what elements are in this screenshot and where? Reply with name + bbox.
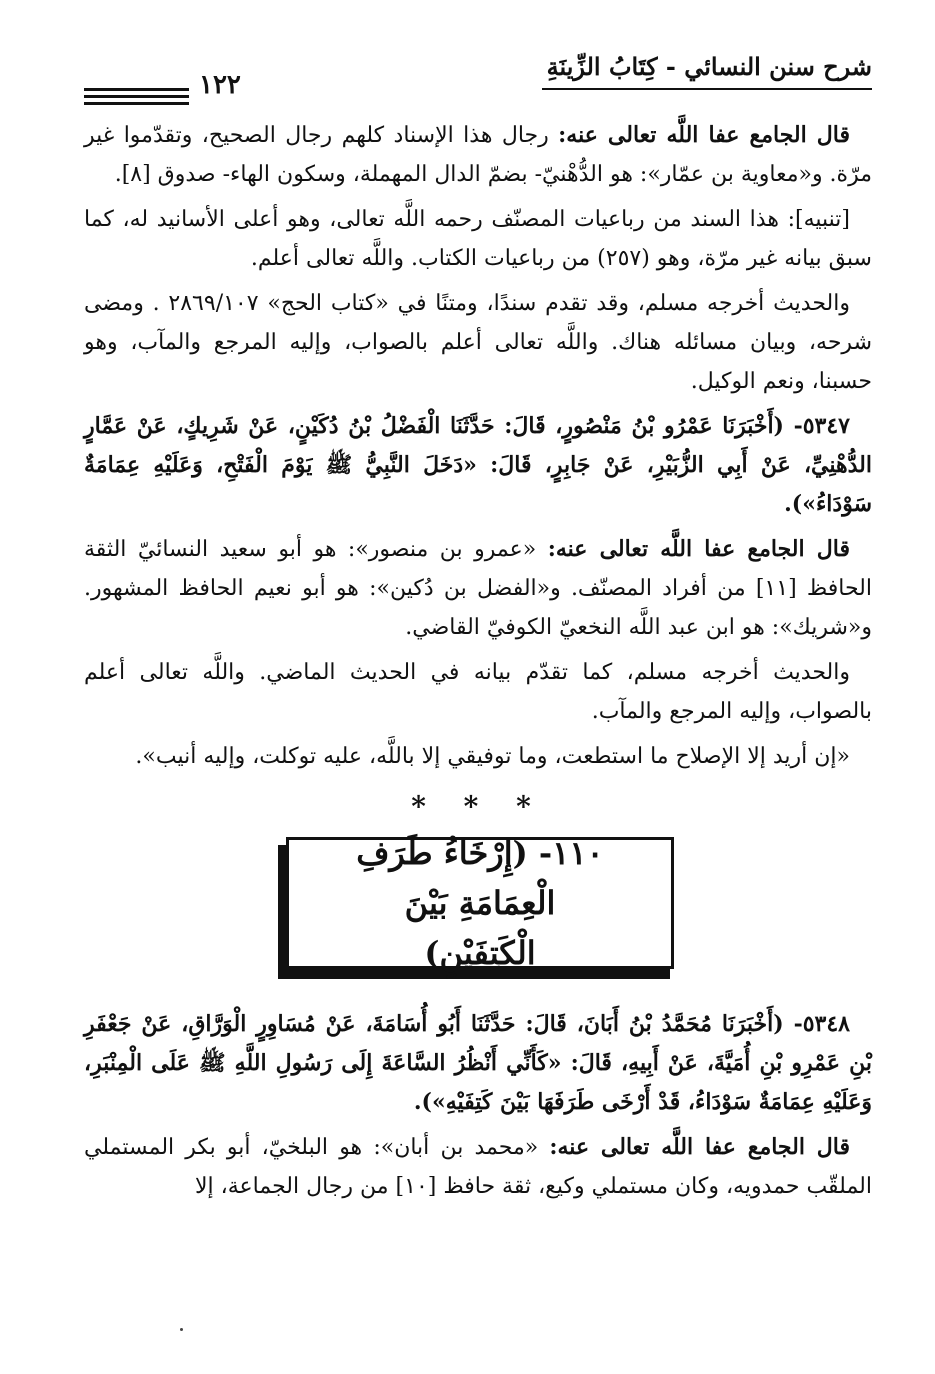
section-separator: * * * — [411, 790, 545, 823]
commentary-text: «محمد بن أبان»: هو البلخيّ، أبو بكر المستملي الملقّب حمدويه، وكان مستملي وكيع، ثقة حافظ [١٠] من رجال الجماعة، إلا — [84, 1135, 872, 1199]
scan-speck — [180, 1328, 183, 1331]
running-title: شرح سنن النسائي - كِتَابُ الزِّينَةِ — [546, 52, 872, 81]
commentary-lead: قال الجامع عفا اللَّه تعالى عنه: — [558, 122, 850, 148]
chapter-box — [286, 834, 674, 972]
commentary-text: «عمرو بن منصور»: هو أبو سعيد النسائيّ الثقة الحافظ [١١] من أفراد المصنّف. و«الفضل بن دُكين»: هو أبو نعيم الحافظ المشهور. و«شريك»: هو ابن عبد اللَّه النخعيّ الكوفيّ القاضي. — [84, 537, 872, 640]
chapter-title-line-1: ١١٠- (إِرْخَاءُ طَرَفِ الْعِمَامَةِ بَيْنَ — [356, 834, 604, 922]
hadith-5347: ٥٣٤٧- (أَخْبَرَنَا عَمْرُو بْنُ مَنْصُورٍ، قَالَ: حَدَّثَنَا الْفَضْلُ بْنُ دُكَيْنٍ، عَنْ شَرِيكٍ، عَنْ عَمَّارٍ الدُّهْنِيِّ، عَنْ أَبِي الزُّبَيْرِ، عَنْ جَابِرٍ، قَالَ: «دَخَلَ النَّبِيُّ ﷺ يَوْمَ الْفَتْحِ، وَعَلَيْهِ عِمَامَةٌ سَوْدَاءُ»). — [84, 413, 872, 517]
header-rule-bars — [84, 88, 189, 109]
page-body — [84, 116, 872, 1212]
page-header — [84, 44, 872, 104]
page-number: ١٢٢ — [199, 70, 241, 100]
takhrij-paragraph: والحديث أخرجه مسلم، وقد تقدم سندًا، ومتنًا في «كتاب الحج» ٢٨٦٩/١٠٧ . ومضى شرحه، وبيان مسائله هناك. واللَّه تعالى أعلم بالصواب، وإليه المرجع والمآب، وهو حسبنا، ونعم الوكيل. — [84, 291, 872, 394]
commentary-paragraph — [84, 530, 872, 647]
hadith-5348: ٥٣٤٨- (أَخْبَرَنَا مُحَمَّدُ بْنُ أَبَانَ، قَالَ: حَدَّثَنَا أَبُو أُسَامَةَ، عَنْ مُسَاوِرٍ الْوَرَّاقِ، عَنْ جَعْفَرِ بْنِ عَمْرِو بْنِ أُمَيَّةَ، عَنْ أَبِيهِ، قَالَ: «كَأَنِّي أَنْظُرُ السَّاعَةَ إِلَى رَسُولِ اللَّهِ ﷺ عَلَى الْمِنْبَرِ، وَعَلَيْهِ عِمَامَةٌ سَوْدَاءُ، قَدْ أَرْخَى طَرَفَهَا بَيْنَ كَتِفَيْهِ»). — [84, 1011, 872, 1115]
chapter-title-line-2: الْكَتِفَيْنِ) — [424, 934, 536, 972]
takhrij-paragraph: والحديث أخرجه مسلم، كما تقدّم بيانه في الحديث الماضي. واللَّه تعالى أعلم بالصواب، وإليه المرجع والمآب. — [84, 660, 872, 724]
commentary-text: رجال هذا الإسناد كلهم رجال الصحيح، وتقدّموا غير مرّة. و«معاوية بن عمّار»: هو الدُّهْنيّ- بضمّ الدال المهملة، وسكون الهاء- صدوق [٨]. — [84, 123, 872, 187]
commentary-paragraph — [84, 116, 872, 194]
commentary-lead: قال الجامع عفا اللَّه تعالى عنه: — [549, 1134, 850, 1160]
closing-quote: «إن أريد إلا الإصلاح ما استطعت، وما توفيقي إلا باللَّه، عليه توكلت، وإليه أنيب». — [135, 744, 850, 769]
title-underline — [542, 88, 872, 90]
commentary-lead: قال الجامع عفا اللَّه تعالى عنه: — [547, 536, 850, 562]
chapter-heading — [278, 834, 678, 979]
commentary-paragraph — [84, 1128, 872, 1206]
note-paragraph: [تنبيه]: هذا السند من رباعيات المصنّف رحمه اللَّه تعالى، وهو أعلى الأسانيد له، كما سبق بيانه غير مرّة، وهو (٢٥٧) من رباعيات الكتاب. واللَّه تعالى أعلم. — [84, 207, 872, 271]
